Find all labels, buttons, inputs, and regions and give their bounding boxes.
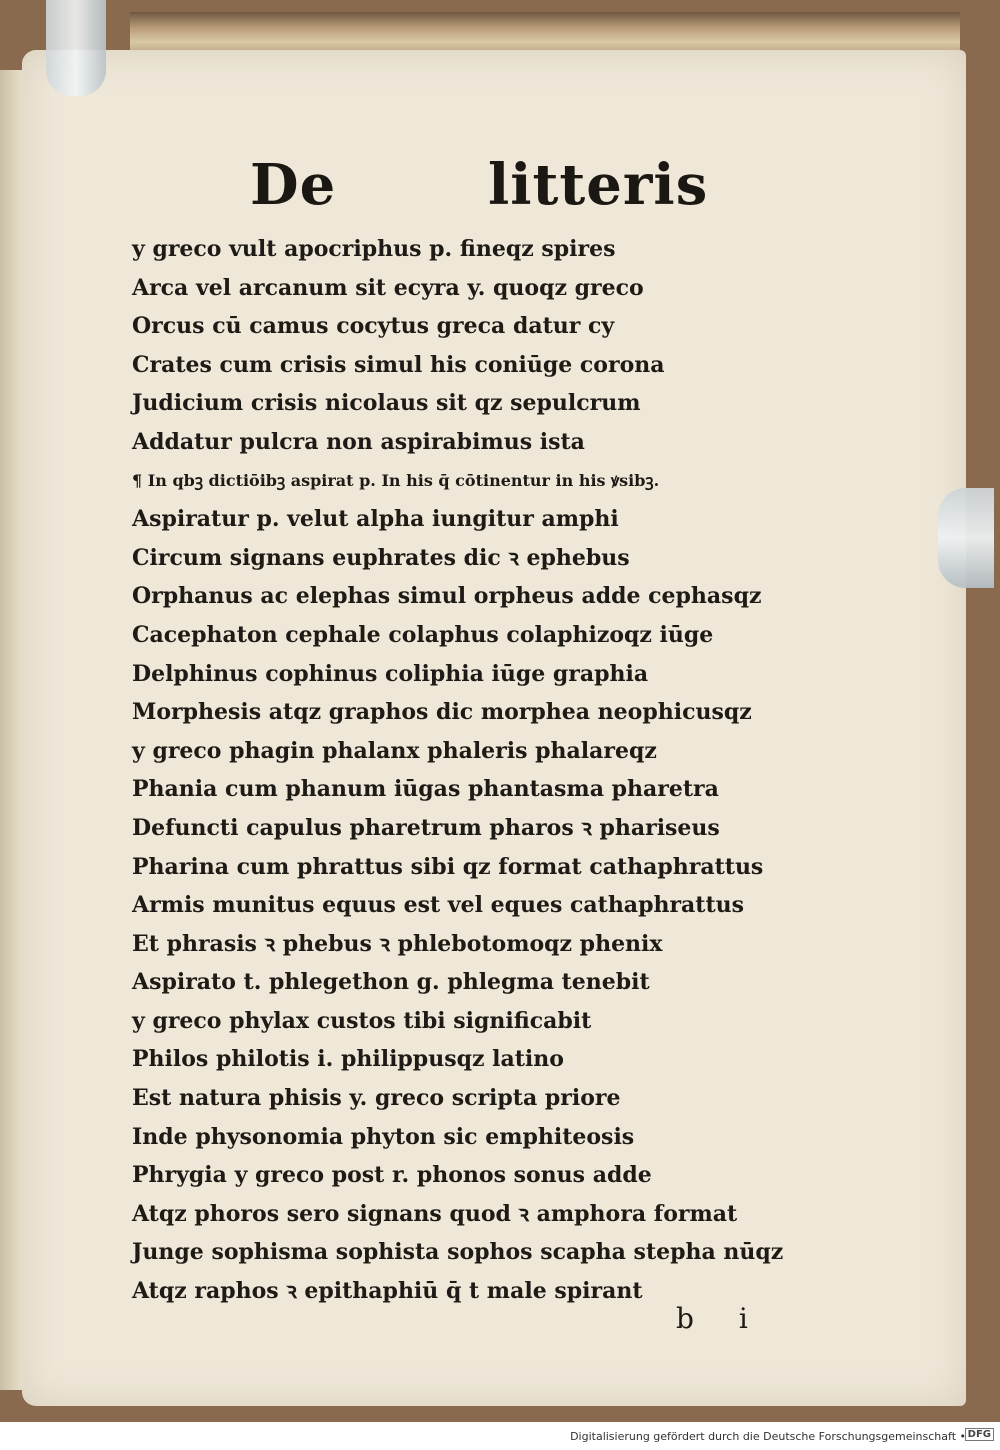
verse-line: Aspirato t. phlegethon g. phlegma tenebit [132, 969, 650, 996]
verse-line: Addatur pulcra non aspirabimus ista [132, 428, 585, 455]
page-clip-top [46, 0, 106, 96]
book-top-edge [130, 12, 960, 52]
verse-line: Phania cum phanum iūgas phantasma pharetra [132, 776, 719, 803]
book-page [22, 50, 966, 1406]
dfg-logo: DFG [965, 1428, 994, 1441]
footer-credit: Digitalisierung gefördert durch die Deutsche Forschungsgemeinschaft • [570, 1430, 966, 1443]
page-clip-side [938, 488, 994, 588]
verse-line: Pharina cum phrattus sibi qz format cathaphrattus [132, 853, 764, 880]
verse-line: y greco phylax custos tibi significabit [132, 1007, 592, 1034]
verse-line: Orphanus ac elephas simul orpheus adde cephasqz [132, 583, 762, 610]
verse-line: Atqz raphos ꝛ epithaphiū q̄ t male spirant [132, 1278, 643, 1305]
verse-line: Philos philotis i. philippusqz latino [132, 1046, 564, 1073]
verse-line: Arca vel arcanum sit ecyra y. quoqz greco [132, 274, 644, 301]
verse-line: Est natura phisis y. greco scripta priore [132, 1085, 621, 1112]
page-header-left: De [250, 152, 337, 218]
verse-line: Junge sophisma sophista sophos scapha stepha nūqz [132, 1239, 784, 1266]
verse-line: Defuncti capulus pharetrum pharos ꝛ phariseus [132, 814, 720, 841]
verse-line: Judicium crisis nicolaus sit qz sepulcrum [132, 390, 641, 417]
verse-line: y greco vult apocriphus p. fineqz spires [132, 236, 616, 262]
verse-line: y greco phagin phalanx phaleris phalareqz [132, 737, 657, 764]
verse-line: Cacephaton cephale colaphus colaphizoqz iūge [132, 621, 714, 648]
verse-line: ¶ In qbꝫ dictiōibꝫ aspirat p. In his q̄ cōtinentur in his ꝟsibꝫ. [132, 470, 660, 490]
verse-line: Orcus cū camus cocytus greca datur cy [132, 313, 615, 340]
verse-line: Et phrasis ꝛ phebus ꝛ phlebotomoqz phenix [132, 930, 663, 957]
verse-line: Inde physonomia phyton sic emphiteosis [132, 1123, 635, 1150]
printer-signature: b i [676, 1302, 766, 1335]
verse-line: Crates cum crisis simul his coniūge corona [132, 351, 665, 378]
verse-line: Morphesis atqz graphos dic morphea neophicusqz [132, 699, 752, 726]
verse-line: Armis munitus equus est vel eques cathaphrattus [132, 892, 744, 919]
verse-line: Delphinus cophinus coliphia iūge graphia [132, 660, 649, 687]
verse-line: Aspiratur p. velut alpha iungitur amphi [132, 506, 619, 533]
verse-line: Atqz phoros sero signans quod ꝛ amphora format [132, 1200, 738, 1227]
verse-line: Phrygia y greco post r. phonos sonus adde [132, 1162, 652, 1189]
digitization-footer [0, 1424, 1000, 1450]
page-header-right: litteris [488, 152, 709, 218]
verse-line: Circum signans euphrates dic ꝛ ephebus [132, 544, 630, 571]
verse-lines [132, 230, 784, 1311]
